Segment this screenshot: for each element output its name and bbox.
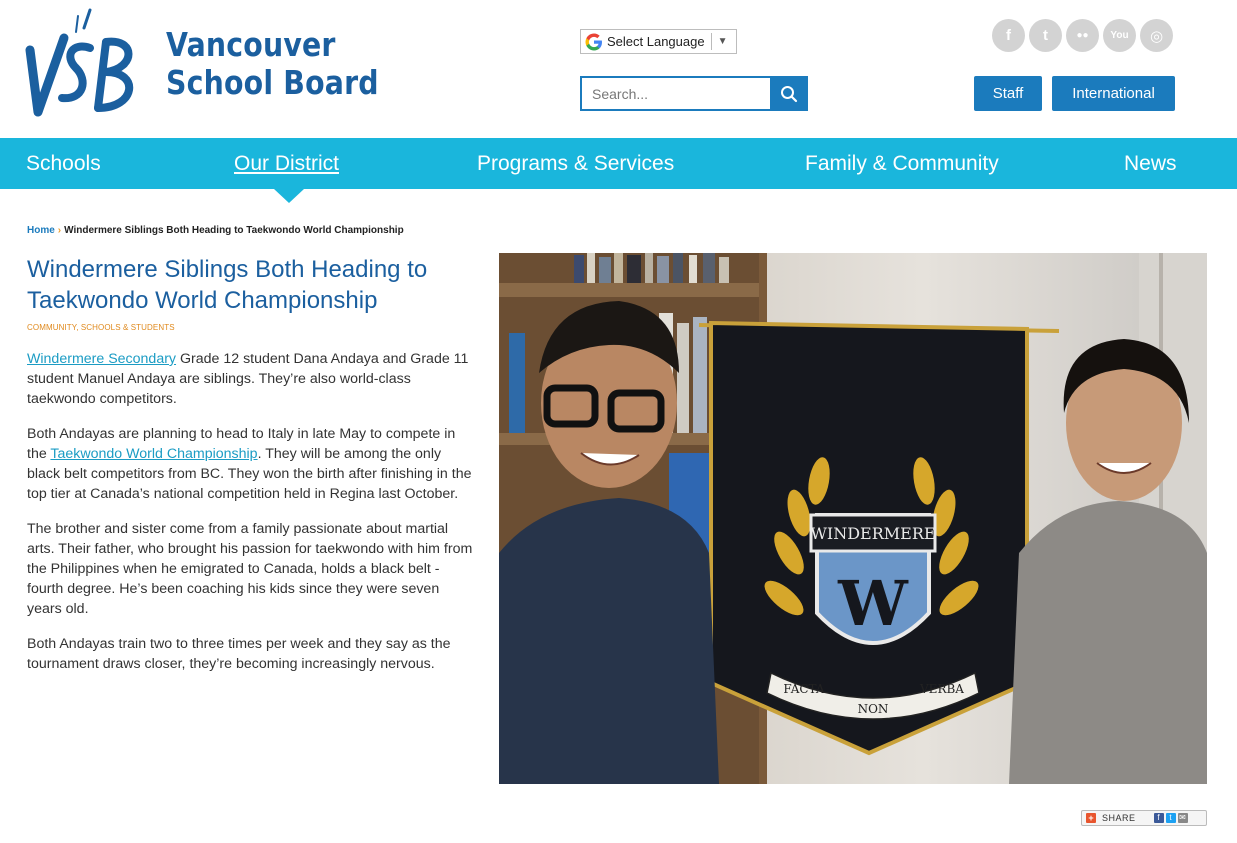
nav-item-schools[interactable]: Schools — [26, 152, 101, 175]
active-nav-indicator — [274, 189, 304, 203]
paragraph-1 — [27, 349, 477, 409]
flickr-icon[interactable]: ●● — [1066, 19, 1099, 52]
article-photo — [499, 253, 1207, 784]
search-icon — [780, 85, 798, 103]
facebook-icon: f — [1154, 813, 1164, 823]
motto-word-3: VERBA — [920, 682, 964, 696]
divider — [711, 33, 712, 50]
share-button[interactable] — [1081, 810, 1207, 826]
windermere-secondary-link[interactable]: Windermere Secondary — [27, 351, 177, 367]
paragraph-4: Both Andayas train two to three times per week and they say as the tournament draws closer, they’re becoming increasingly nervous. — [27, 636, 451, 672]
search-bar — [580, 76, 808, 111]
main-navigation — [0, 138, 1237, 189]
instagram-icon[interactable]: ◎ — [1140, 19, 1173, 52]
paragraph-text: Both Andayas are planning to head to Italy in late May to compete in the — [27, 426, 456, 462]
breadcrumb-current: Windermere Siblings Both Heading to Taekwondo World Championship — [64, 225, 404, 236]
breadcrumb-home-link[interactable]: Home — [27, 225, 55, 236]
nav-item-family-community[interactable]: Family & Community — [805, 152, 999, 175]
dropdown-arrow-icon: ▼ — [717, 36, 728, 47]
twitter-icon: t — [1166, 813, 1176, 823]
facebook-icon[interactable]: f — [992, 19, 1025, 52]
taekwondo-championship-link[interactable]: Taekwondo World Championship — [50, 446, 258, 462]
paragraph-3: The brother and sister come from a family passionate about martial arts. Their father, who brought his passion for taekwondo with him from the Philippines when he emigrated to Canada, holds a black belt - fourth degree. He’s been coaching his kids since they were seven years old. — [27, 521, 473, 617]
staff-button[interactable]: Staff — [974, 76, 1042, 111]
banner-name-text: WINDERMERE — [810, 524, 936, 543]
google-icon — [585, 33, 603, 51]
youtube-icon[interactable]: You — [1103, 19, 1136, 52]
paragraph-2 — [27, 424, 477, 504]
site-name[interactable] — [166, 26, 379, 102]
motto-word-1: FACTA — [783, 682, 825, 696]
motto-word-2: NON — [857, 702, 889, 716]
search-input[interactable] — [580, 76, 770, 111]
nav-item-news[interactable]: News — [1124, 152, 1177, 175]
international-button[interactable]: International — [1052, 76, 1175, 111]
nav-item-our-district[interactable]: Our District — [234, 152, 339, 175]
search-button[interactable] — [770, 76, 808, 111]
site-name-line1: Vancouver — [166, 25, 336, 64]
language-select[interactable] — [580, 29, 737, 54]
email-icon: ✉ — [1179, 813, 1186, 822]
breadcrumb — [27, 225, 404, 236]
breadcrumb-separator: › — [57, 225, 62, 236]
siblings-with-banner-image — [499, 253, 1207, 784]
page-title: Windermere Siblings Both Heading to Taekwondo World Championship — [27, 256, 428, 314]
paragraph-text: . They will be among the only black belt competitors from BC. They won the birth after finishing in the top tier at Canada’s national competition held in Regina last October. — [27, 446, 472, 502]
nav-item-programs-services[interactable]: Programs & Services — [477, 152, 675, 175]
twitter-icon[interactable]: t — [1029, 19, 1062, 52]
language-select-label: Select Language — [607, 34, 705, 49]
article-categories[interactable]: COMMUNITY, SCHOOLS & STUDENTS — [27, 323, 175, 332]
plus-icon: + — [1086, 813, 1096, 823]
social-links — [992, 19, 1173, 52]
site-header — [0, 0, 1237, 138]
share-label: SHARE — [1102, 813, 1136, 823]
vsb-logo-icon[interactable] — [24, 8, 142, 120]
paragraph-text: Grade 12 student Dana Andaya and Grade 11 student Manuel Andaya are siblings. They’re also world-class taekwondo competitors. — [27, 351, 469, 407]
site-name-line2: School Board — [166, 63, 379, 102]
share-icons — [1154, 813, 1188, 823]
article-body — [27, 349, 477, 689]
banner-letter-text: W — [838, 567, 908, 640]
